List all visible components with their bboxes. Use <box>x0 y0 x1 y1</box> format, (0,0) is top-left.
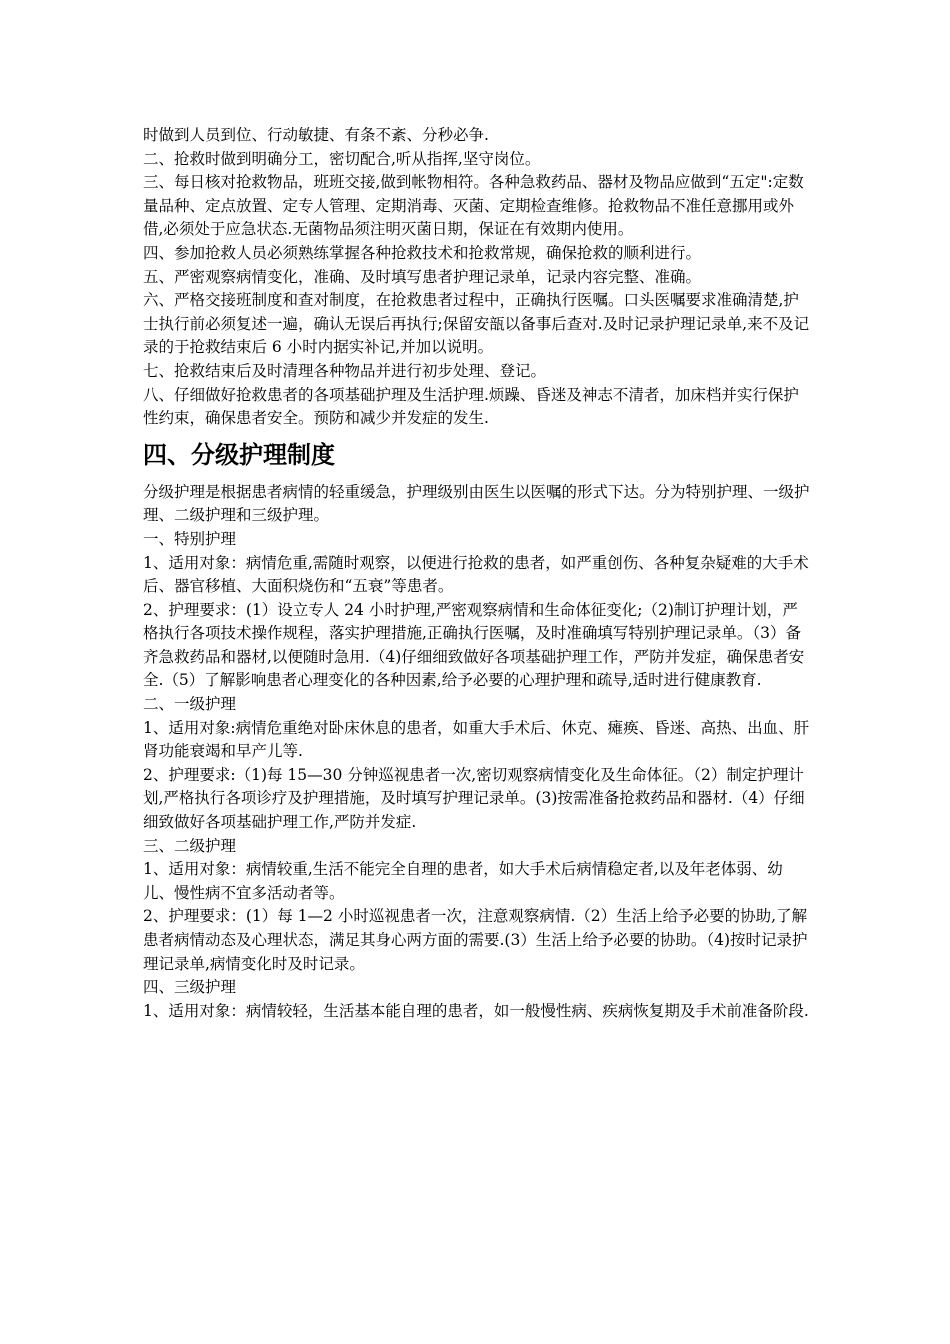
paragraph: 1、适用对象：病情较重,生活不能完全自理的患者，如大手术后病情稳定者,以及年老体弱、幼儿、慢性病不宜多活动者等。 <box>143 860 783 902</box>
section-emergency-rules <box>143 124 811 431</box>
paragraph: 2、护理要求：(1）每 1—2 小时巡视患者一次，注意观察病情.（2）生活上给予必要的协助,了解患者病情动态及心理状态，满足其身心两方面的需要.(3）生活上给予必要的协助。（4)按时记录护理记录单,病情变化时及时记录。 <box>143 907 808 973</box>
paragraph: 1、适用对象：病情较轻，生活基本能自理的患者，如一般慢性病、疾病恢复期及手术前准备阶段. <box>143 1001 809 1020</box>
paragraph: 五、严密观察病情变化，准确、及时填写患者护理记录单，记录内容完整、准确。 <box>143 267 702 286</box>
subheading: 三、二级护理 <box>143 836 237 855</box>
paragraph: 六、严格交接班制度和查对制度，在抢救患者过程中，正确执行医嘱。口头医嘱要求准确清楚,护士执行前必须复述一遍，确认无误后再执行;保留安瓿以备事后查对.及时记录护理记录单,来不及记录的于抢救结束后 6 小时内据实补记,并加以说明。 <box>143 291 810 357</box>
document-page <box>143 124 811 1023</box>
paragraph: 时做到人员到位、行动敏捷、有条不紊、分秒必争. <box>143 126 489 144</box>
section-graded-care <box>143 481 811 1024</box>
paragraph: 分级护理是根据患者病情的轻重缓急，护理级别由医生以医嘱的形式下达。分为特别护理、一级护理、二级护理和三级护理。 <box>143 482 810 525</box>
subheading: 二、一级护理 <box>143 695 237 714</box>
paragraph: 2、护理要求：(1）设立专人 24 小时护理,严密观察病情和生命体征变化;（2)制订护理计划，严格执行各项技术操作规程，落实护理措施,正确执行医嘱，及时准确填写特别护理记录单。（3）备齐急救药品和器材,以便随时急用.（4)仔细细致做好各项基础护理工作，严防并发症，确保患者安全.（5）了解影响患者心理变化的各种因素,给予必要的心理护理和疏导,适时进行健康教育. <box>143 600 805 690</box>
paragraph: 三、每日核对抢救物品，班班交接,做到帐物相符。各种急救药品、器材及物品应做到“五定":定数量品种、定点放置、定专人管理、定期消毒、灭菌、定期检查维修。抢救物品不准任意挪用或外借,必须处于应急状态.无菌物品须注明灭菌日期，保证在有效期内使用。 <box>143 173 804 239</box>
paragraph: 八、仔细做好抢救患者的各项基础护理及生活护理.烦躁、昏迷及神志不清者，加床档并实行保护性约束，确保患者安全。预防和减少并发症的发生. <box>143 385 799 428</box>
paragraph: 二、抢救时做到明确分工，密切配合,听从指挥,坚守岗位。 <box>143 149 541 168</box>
paragraph: 七、抢救结束后及时清理各种物品并进行初步处理、登记。 <box>143 361 547 380</box>
paragraph: 四、参加抢救人员必须熟练掌握各种抢救技术和抢救常规，确保抢救的顺利进行。 <box>143 243 702 262</box>
paragraph: 1、适用对象:病情危重绝对卧床休息的患者，如重大手术后、休克、瘫痪、昏迷、高热、出血、肝肾功能衰竭和早产儿等. <box>143 718 810 761</box>
subheading: 四、三级护理 <box>143 978 237 997</box>
paragraph: 1、适用对象：病情危重,需随时观察，以便进行抢救的患者，如严重创伤、各种复杂疑难的大手术后、器官移植、大面积烧伤和“五衰”等患者。 <box>143 553 809 596</box>
subheading: 一、特别护理 <box>143 529 237 548</box>
section-heading: 四、分级护理制度 <box>143 440 335 469</box>
paragraph: 2、护理要求:（1)每 15—30 分钟巡视患者一次,密切观察病情变化及生命体征。（2）制定护理计划,严格执行各项诊疗及护理措施，及时填写护理记录单。(3)按需准备抢救药品和器材.（4）仔细细致做好各项基础护理工作,严防并发症. <box>143 765 805 832</box>
